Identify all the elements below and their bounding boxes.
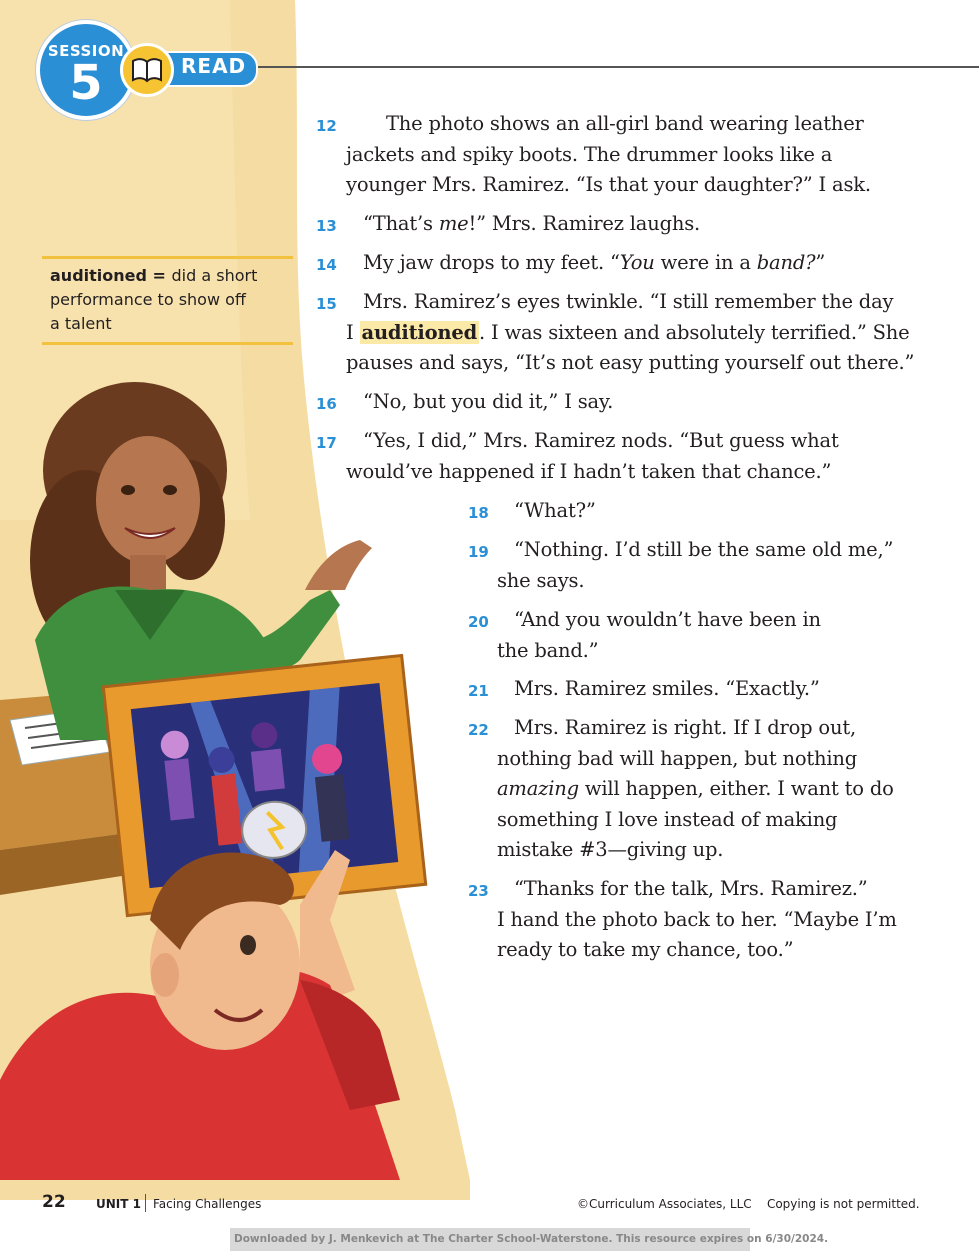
- glossary-separator: =: [146, 266, 172, 285]
- paragraph-23-line: “Thanks for the talk, Mrs. Ramirez.”: [514, 877, 868, 900]
- paragraph-number-16: 16: [316, 395, 337, 413]
- paragraph-12-line: jackets and spiky boots. The drummer looks like a: [346, 142, 833, 166]
- paragraph-22-line: mistake #3—giving up.: [497, 838, 724, 861]
- glossary-term: auditioned: [50, 266, 147, 285]
- paragraph-12-line: The photo shows an all-girl band wearing leather: [386, 112, 864, 135]
- glossary-top-rule: [42, 256, 293, 259]
- paragraph-14-text: ”: [815, 251, 826, 274]
- paragraph-number-18: 18: [468, 504, 489, 522]
- paragraph-22-line: Mrs. Ramirez is right. If I drop out,: [514, 716, 856, 739]
- session-label: SESSION: [47, 42, 125, 60]
- paragraph-19-line: “Nothing. I’d still be the same old me,”: [514, 538, 894, 561]
- paragraph-number-17: 17: [316, 434, 337, 452]
- paragraph-23-line: ready to take my chance, too.”: [497, 938, 794, 961]
- paragraph-13-emphasis: me: [438, 212, 469, 235]
- glossary-definition-1: did a short: [171, 266, 258, 285]
- paragraph-number-19: 19: [468, 543, 489, 561]
- paragraph-number-13: 13: [316, 217, 337, 235]
- paragraph-20-line: the band.”: [497, 638, 599, 662]
- paragraph-number-12: 12: [316, 117, 337, 135]
- paragraph-15: [346, 287, 914, 379]
- paragraph-22-line: something I love instead of making: [497, 807, 838, 831]
- paragraph-19: [497, 535, 893, 596]
- paragraph-15-line: pauses and says, “It’s not easy putting yourself out there.”: [346, 351, 915, 374]
- footer-divider: [145, 1194, 146, 1212]
- paragraph-15-line: Mrs. Ramirez’s eyes twinkle. “I still remember the day: [363, 290, 894, 313]
- paragraph-12-line: younger Mrs. Ramirez. “Is that your daughter?” I ask.: [346, 173, 871, 196]
- paragraph-number-20: 20: [468, 613, 489, 631]
- paragraph-22-line: nothing bad will happen, but nothing: [497, 746, 858, 770]
- paragraph-18-line: “What?”: [514, 499, 596, 522]
- glossary-definition-2: performance to show off: [50, 290, 246, 309]
- paragraph-13-text: “That’s: [363, 212, 439, 235]
- read-label: READ: [181, 54, 247, 78]
- open-book-icon: [120, 43, 174, 97]
- unit-label: UNIT 1: [96, 1197, 141, 1211]
- paragraph-23: [497, 874, 897, 966]
- paragraph-23-line: I hand the photo back to her. “Maybe I’m: [497, 907, 897, 931]
- paragraph-13-text: !” Mrs. Ramirez laughs.: [468, 212, 701, 235]
- paragraph-14-text: My jaw drops to my feet. “: [363, 251, 620, 274]
- paragraph-17: [346, 426, 839, 487]
- glossary-bottom-rule: [42, 342, 293, 345]
- paragraph-21-line: Mrs. Ramirez smiles. “Exactly.”: [514, 677, 820, 700]
- download-notice: Downloaded by J. Menkevich at The Charter School-Waterstone. This resource expires on 6/30/2024.: [234, 1233, 829, 1245]
- paragraph-19-line: she says.: [497, 568, 585, 592]
- paragraph-14: [363, 248, 825, 279]
- paragraph-16: [363, 387, 613, 418]
- paragraph-14-text: were in a: [654, 251, 757, 274]
- paragraph-13: [363, 209, 700, 240]
- paragraph-15-text: I: [346, 320, 360, 344]
- paragraph-number-22: 22: [468, 721, 489, 739]
- paragraph-22: [497, 713, 894, 866]
- paragraph-12: [346, 109, 871, 201]
- paragraph-22-emphasis: amazing: [497, 777, 579, 800]
- paragraph-14-emphasis: band?: [756, 251, 816, 274]
- paragraph-number-21: 21: [468, 682, 489, 700]
- glossary-definition-3: a talent: [50, 314, 112, 333]
- paragraph-16-line: “No, but you did it,” I say.: [363, 390, 614, 413]
- highlighted-term-auditioned: auditioned: [361, 320, 478, 344]
- paragraph-22-text: will happen, either. I want to do: [578, 777, 894, 800]
- paragraph-21: [514, 674, 820, 705]
- header-rule: [240, 66, 979, 68]
- paragraph-14-emphasis: You: [619, 251, 655, 274]
- copyright-notice: ©Curriculum Associates, LLC Copying is not permitted.: [577, 1197, 920, 1211]
- session-number: 5: [69, 55, 103, 111]
- paragraph-20: [497, 605, 821, 666]
- paragraph-17-line: would’ve happened if I hadn’t taken that chance.”: [346, 459, 832, 483]
- paragraph-18: [514, 496, 596, 527]
- glossary-box: [50, 264, 280, 336]
- paragraph-15-text: . I was sixteen and absolutely terrified.” She: [479, 320, 910, 344]
- paragraph-number-15: 15: [316, 295, 337, 313]
- paragraph-number-14: 14: [316, 256, 337, 274]
- paragraph-20-line: “And you wouldn’t have been in: [514, 608, 821, 631]
- unit-topic: Facing Challenges: [153, 1197, 262, 1211]
- paragraph-number-23: 23: [468, 882, 489, 900]
- page-number: 22: [42, 1192, 66, 1212]
- paragraph-17-line: “Yes, I did,” Mrs. Ramirez nods. “But guess what: [363, 429, 839, 452]
